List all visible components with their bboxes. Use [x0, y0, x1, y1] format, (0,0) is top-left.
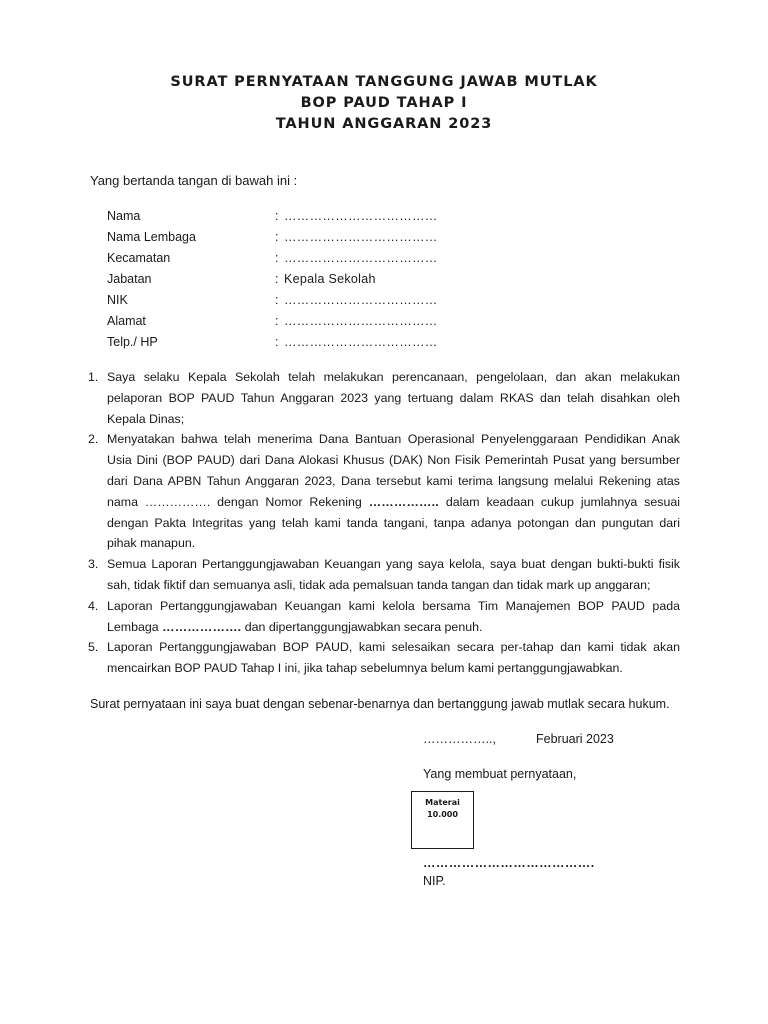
field-label: Alamat: [107, 314, 146, 328]
item-number: 5.: [88, 640, 99, 655]
item-line: Laporan Pertanggungjawaban BOP PAUD, kami selesaikan secara per-tahap dan kami tidak akan: [107, 640, 680, 655]
account-number-dots: ……………..: [368, 494, 439, 509]
statement-list: [88, 367, 680, 679]
statement-item: [88, 637, 680, 679]
item-line: Menyatakan bahwa telah menerima Dana Bantuan Operasional Penyelenggaraan Pendidikan Anak: [107, 432, 680, 447]
title-line-3: TAHUN ANGGARAN 2023: [275, 116, 493, 132]
item-line: dari Dana APBN Tahun Anggaran 2023, Dana tersebut kami terima langsung melalui Rekening atas: [107, 473, 680, 488]
item-line: pihak manapun.: [107, 536, 196, 551]
stamp-duty-box: [411, 791, 474, 849]
item-line: Saya selaku Kepala Sekolah telah melakukan perencanaan, pengelolaan, dan akan melakukan: [107, 370, 680, 384]
item-line: sah, tidak fiktif dan semuanya asli, tidak ada pemalsuan tanda tangan dan tidak mark up anggaran;: [107, 577, 651, 592]
item-line: pelaporan BOP PAUD Tahun Anggaran 2023 yang tertuang dalam RKAS dan telah disahkan oleh: [107, 390, 680, 405]
nip-label: NIP.: [423, 874, 446, 888]
field-value: ………………………………: [284, 335, 438, 349]
statement-item: [88, 554, 680, 596]
document-title: [0, 72, 768, 135]
field-label: Nama Lembaga: [107, 230, 196, 244]
field-value: ………………………………: [284, 230, 438, 244]
field-value: ………………………………: [284, 209, 438, 223]
item-line: [107, 492, 680, 513]
item-number: 3.: [88, 557, 99, 572]
title-line-1: SURAT PERNYATAAN TANGGUNG JAWAB MUTLAK: [170, 74, 598, 90]
item-line: dengan Pakta Integritas yang telah kami tanda tangani, tanpa adanya potongan dan pungutan dari: [107, 515, 680, 530]
field-label: Kecamatan: [107, 251, 171, 265]
field-value: Kepala Sekolah: [284, 272, 376, 286]
field-value: ………………………………: [284, 251, 438, 265]
statement-item: [88, 429, 680, 554]
item-line: mencairkan BOP PAUD Tahap I ini, jika tahap sebelumnya belum kami pertanggungjawabkan.: [107, 661, 623, 676]
date-month-year: Februari 2023: [536, 732, 614, 746]
institution-label: Lembaga: [107, 619, 159, 634]
field-value: ………………………………: [284, 293, 438, 307]
item-number: 2.: [88, 432, 99, 447]
field-colon: :: [275, 230, 279, 244]
field-colon: :: [275, 314, 279, 328]
item-number: 4.: [88, 598, 99, 613]
item-line: Semua Laporan Pertanggungjawaban Keuangan yang saya kelola, saya buat dengan bukti-bukti fisik: [107, 557, 680, 572]
field-label: Telp./ HP: [107, 335, 158, 349]
statement-item: [88, 596, 680, 638]
signature-name-dots: ………………………………….: [423, 856, 595, 870]
field-label: Jabatan: [107, 272, 152, 286]
item-line: [107, 617, 680, 638]
item-line: Kepala Dinas;: [107, 411, 185, 426]
closing-statement: Surat pernyataan ini saya buat dengan sebenar-benarnya dan bertanggung jawab mutlak secara hukum.: [90, 697, 670, 711]
field-colon: :: [275, 251, 279, 265]
date-place: ……………..,: [423, 732, 496, 746]
field-label: NIK: [107, 293, 128, 307]
institution-dots: ……………….: [162, 619, 242, 634]
title-line-2: BOP PAUD TAHAP I: [300, 95, 468, 111]
item-line: Usia Dini (BOP PAUD) dari Dana Alokasi Khusus (DAK) Non Fisik Pemerintah Pusat yang bersumber: [107, 453, 680, 468]
signer-label: Yang membuat pernyataan,: [423, 767, 577, 781]
intro-text: Yang bertanda tangan di bawah ini :: [90, 173, 298, 188]
stamp-value: 10.000: [427, 810, 458, 819]
item-line: Laporan Pertanggungjawaban Keuangan kami kelola bersama Tim Manajemen BOP PAUD pada: [107, 598, 680, 613]
account-tail-text: dalam keadaan cukup jumlahnya sesuai: [445, 494, 680, 509]
statement-item: [88, 367, 680, 429]
field-colon: :: [275, 209, 279, 223]
field-colon: :: [275, 272, 279, 286]
field-colon: :: [275, 293, 279, 307]
stamp-label: Materai: [425, 798, 460, 807]
field-value: ………………………………: [284, 314, 438, 328]
item-number: 1.: [88, 370, 99, 384]
field-label: Nama: [107, 209, 141, 223]
account-name-text: nama ……………. dengan Nomor Rekening: [107, 494, 362, 509]
institution-tail-text: dan dipertanggungjawabkan secara penuh.: [244, 619, 483, 634]
field-colon: :: [275, 335, 279, 349]
